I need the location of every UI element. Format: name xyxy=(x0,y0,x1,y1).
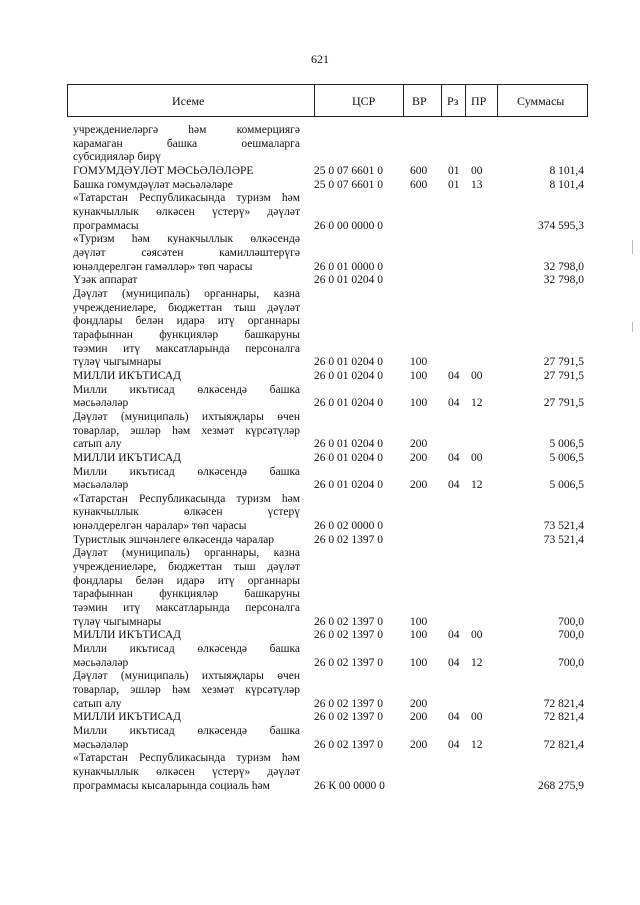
row-sum: 73 521,4 xyxy=(543,533,584,546)
row-name-line: «Татарстан Республикасында туризм һәм xyxy=(73,192,300,205)
row-sum: 27 791,5 xyxy=(543,356,584,369)
row-name-line: тарафыннан функцияләр башкаруны xyxy=(73,328,300,341)
row-pr: 12 xyxy=(471,397,483,410)
row-name-line: товарлар, эшләр һәм хезмәт күрсәтүләр xyxy=(73,424,300,437)
row-name-line: МИЛЛИ ИКЪТИСАД xyxy=(73,629,181,642)
row-sum: 8 101,4 xyxy=(549,178,584,191)
row-sum: 5 006,5 xyxy=(549,451,584,464)
row-sum: 27 791,5 xyxy=(543,397,584,410)
row-name-line: мәсьәләләр xyxy=(73,656,129,669)
row-csr: 26 0 02 0000 0 xyxy=(314,520,383,533)
row-name-line: түләү чыгымнары xyxy=(73,356,162,369)
row-name-line: кунакчыллык өлкәсен үстерү» дәүләт xyxy=(73,766,300,779)
row-name-line: юнәлдерелгән чаралар» төп чарасы xyxy=(73,520,247,533)
row-name-line: Дәүләт (муниципаль) органнары, казна xyxy=(73,547,300,560)
header-csr: ЦСР xyxy=(352,94,376,108)
row-rz: 01 xyxy=(448,178,460,191)
row-name-line: Милли икътисад өлкәсендә башка xyxy=(73,465,300,478)
header-name: Исеме xyxy=(172,94,205,108)
row-name-line: учреждениеләре, бюджеттан тыш дәүләт xyxy=(73,301,300,314)
header-vr: ВР xyxy=(412,94,427,108)
row-csr: 26 0 01 0000 0 xyxy=(314,260,383,273)
row-csr: 26 0 01 0204 0 xyxy=(314,369,383,382)
row-sum: 374 595,3 xyxy=(538,219,584,232)
row-name-line: сатып алу xyxy=(73,697,122,710)
row-vr: 100 xyxy=(410,615,428,628)
row-csr: 26 0 02 1397 0 xyxy=(314,629,383,642)
row-name-line: юнәлдерелгән гамәлләр» төп чарасы xyxy=(73,260,253,273)
row-csr: 26 0 02 1397 0 xyxy=(314,615,383,628)
row-vr: 600 xyxy=(410,164,428,177)
row-vr: 200 xyxy=(410,451,428,464)
row-vr: 100 xyxy=(410,629,428,642)
row-sum: 72 821,4 xyxy=(543,697,584,710)
row-sum: 27 791,5 xyxy=(543,369,584,382)
row-name-line: түләү чыгымнары xyxy=(73,615,162,628)
row-name-line: Туристлык эшчәнлеге өлкәсендә чаралар xyxy=(73,533,275,546)
row-name-line: учреждениеләре, бюджеттан тыш дәүләт xyxy=(73,561,300,574)
row-name-line: кунакчыллык өлкәсен үстерү xyxy=(73,506,300,519)
row-name-line: сатып алу xyxy=(73,438,122,451)
row-vr: 600 xyxy=(410,178,428,191)
row-csr: 25 0 07 6601 0 xyxy=(314,178,383,191)
margin-mark xyxy=(632,240,633,254)
row-rz: 04 xyxy=(448,479,460,492)
row-rz: 04 xyxy=(448,738,460,751)
row-name-line: Милли икътисад өлкәсендә башка xyxy=(73,643,300,656)
row-rz: 04 xyxy=(448,369,460,382)
row-name-line: программасы кысаларында социаль һәм xyxy=(73,779,270,792)
row-vr: 200 xyxy=(410,438,428,451)
row-name-line: дәүләт сәясәтен камилләштерүгә xyxy=(73,246,300,259)
row-sum: 8 101,4 xyxy=(549,164,584,177)
row-csr: 26 0 01 0204 0 xyxy=(314,397,383,410)
row-name-line: Дәүләт (муниципаль) ихтыяҗлары өчен xyxy=(73,670,300,683)
row-pr: 00 xyxy=(471,711,483,724)
header-pr: ПР xyxy=(471,94,487,108)
row-sum: 72 821,4 xyxy=(543,711,584,724)
row-rz: 04 xyxy=(448,451,460,464)
row-name-line: Милли икътисад өлкәсендә башка xyxy=(73,383,300,396)
row-pr: 00 xyxy=(471,629,483,642)
row-name-line: фондлары белән идарә итү органнары xyxy=(73,574,300,587)
row-name-line: программасы xyxy=(73,219,139,232)
row-vr: 200 xyxy=(410,479,428,492)
row-name-line: мәсьәләләр xyxy=(73,397,129,410)
row-sum: 5 006,5 xyxy=(549,438,584,451)
row-rz: 01 xyxy=(448,164,460,177)
row-name-line: тарафыннан функцияләр башкаруны xyxy=(73,588,300,601)
row-vr: 200 xyxy=(410,711,428,724)
row-name-line: Дәүләт (муниципаль) органнары, казна xyxy=(73,287,300,300)
row-csr: 25 0 07 6601 0 xyxy=(314,164,383,177)
row-rz: 04 xyxy=(448,711,460,724)
row-name-line: мәсьәләләр xyxy=(73,738,129,751)
row-name-line: карамаган башка оешмаларга xyxy=(73,137,300,150)
row-name-line: Дәүләт (муниципаль) ихтыяҗлары өчен xyxy=(73,410,300,423)
row-name-line: товарлар, эшләр һәм хезмәт күрсәтүләр xyxy=(73,684,300,697)
row-vr: 100 xyxy=(410,397,428,410)
row-name-line: кунакчыллык өлкәсен үстерү» дәүләт xyxy=(73,205,300,218)
row-sum: 73 521,4 xyxy=(543,520,584,533)
row-name-line: ГОМУМДӘҮЛӘТ МӘСЬӘЛӘЛӘРЕ xyxy=(73,164,254,177)
row-rz: 04 xyxy=(448,656,460,669)
row-name-line: «Татарстан Республикасында туризм һәм xyxy=(73,752,300,765)
row-csr: 26 0 01 0204 0 xyxy=(314,438,383,451)
row-rz: 04 xyxy=(448,397,460,410)
row-name-line: тәэмин итү максатларында персоналга xyxy=(73,602,300,615)
row-pr: 12 xyxy=(471,656,483,669)
row-csr: 26 0 00 0000 0 xyxy=(314,219,383,232)
row-csr: 26 0 02 1397 0 xyxy=(314,656,383,669)
row-name-line: фондлары белән идарә итү органнары xyxy=(73,315,300,328)
row-vr: 200 xyxy=(410,738,428,751)
row-pr: 12 xyxy=(471,738,483,751)
table-header xyxy=(67,84,588,117)
row-csr: 26 0 01 0204 0 xyxy=(314,356,383,369)
row-csr: 26 0 02 1397 0 xyxy=(314,697,383,710)
row-pr: 13 xyxy=(471,178,483,191)
row-csr: 26 0 01 0204 0 xyxy=(314,274,383,287)
row-sum: 700,0 xyxy=(558,615,584,628)
row-csr: 26 К 00 0000 0 xyxy=(314,779,385,792)
row-name-line: мәсьәләләр xyxy=(73,479,129,492)
header-rz: Рз xyxy=(447,94,459,108)
row-sum: 72 821,4 xyxy=(543,738,584,751)
row-name-line: МИЛЛИ ИКЪТИСАД xyxy=(73,711,181,724)
row-sum: 32 798,0 xyxy=(543,274,584,287)
row-rz: 04 xyxy=(448,629,460,642)
margin-mark xyxy=(632,322,633,332)
row-csr: 26 0 01 0204 0 xyxy=(314,451,383,464)
row-pr: 00 xyxy=(471,369,483,382)
row-name-line: тәэмин итү максатларында персоналга xyxy=(73,342,300,355)
row-name-line: Үзәк аппарат xyxy=(73,274,138,287)
row-sum: 5 006,5 xyxy=(549,479,584,492)
row-sum: 32 798,0 xyxy=(543,260,584,273)
row-name-line: Башка гомумдәүләт мәсьәләләре xyxy=(73,178,233,191)
row-name-line: Милли икътисад өлкәсендә башка xyxy=(73,725,300,738)
row-pr: 00 xyxy=(471,164,483,177)
row-pr: 00 xyxy=(471,451,483,464)
row-sum: 700,0 xyxy=(558,656,584,669)
row-name-line: МИЛЛИ ИКЪТИСАД xyxy=(73,369,181,382)
row-sum: 700,0 xyxy=(558,629,584,642)
header-sum: Суммасы xyxy=(517,94,565,108)
page-number: 621 xyxy=(311,52,329,66)
row-csr: 26 0 02 1397 0 xyxy=(314,533,383,546)
row-vr: 200 xyxy=(410,697,428,710)
row-sum: 268 275,9 xyxy=(538,779,584,792)
row-csr: 26 0 02 1397 0 xyxy=(314,711,383,724)
row-name-line: учреждениеләргә һәм коммерциягә xyxy=(73,124,300,136)
row-csr: 26 0 01 0204 0 xyxy=(314,479,383,492)
row-name-line: субсидияләр бирү xyxy=(73,151,161,164)
row-pr: 12 xyxy=(471,479,483,492)
row-vr: 100 xyxy=(410,356,428,369)
row-name-line: «Туризм һәм кунакчыллык өлкәсендә xyxy=(73,233,300,246)
row-vr: 100 xyxy=(410,656,428,669)
row-csr: 26 0 02 1397 0 xyxy=(314,738,383,751)
row-vr: 100 xyxy=(410,369,428,382)
row-name-line: МИЛЛИ ИКЪТИСАД xyxy=(73,451,181,464)
row-name-line: «Татарстан Республикасында туризм һәм xyxy=(73,492,300,505)
